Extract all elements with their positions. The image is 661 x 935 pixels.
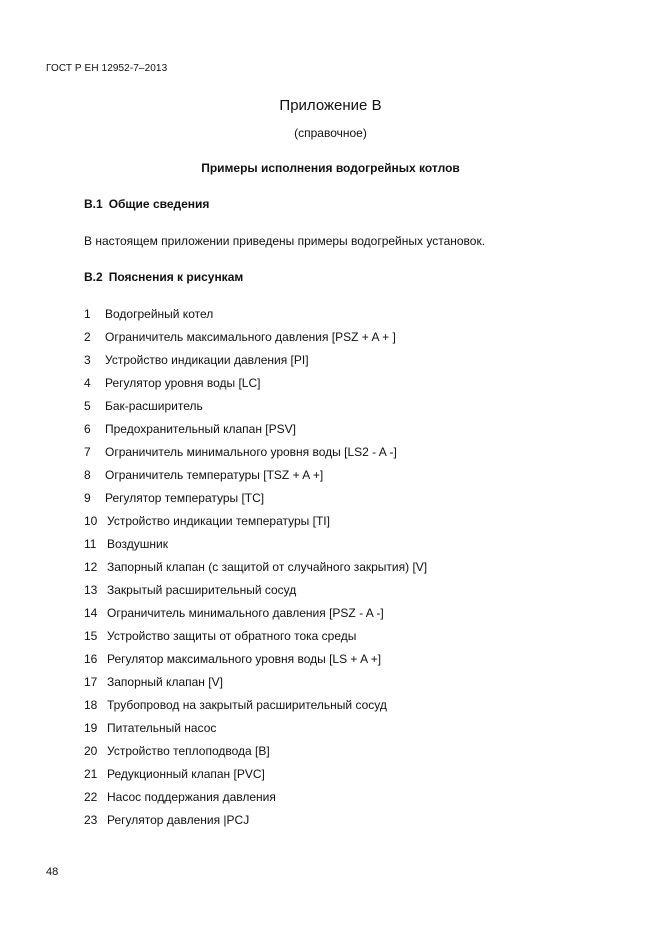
legend-item-text: Регулятор максимального уровня воды [LS + A +] [107, 652, 382, 666]
legend-item [84, 329, 427, 352]
legend-item-text: Запорный клапан [V] [107, 675, 223, 689]
legend-item-number: 2 [84, 330, 91, 344]
legend-item-text: Трубопровод на закрытый расширительный сосуд [107, 698, 387, 712]
legend-item-number: 7 [84, 445, 91, 459]
legend-item-number: 17 [84, 675, 98, 689]
legend-item-number: 22 [84, 790, 98, 804]
legend-item [84, 628, 427, 651]
legend-item-text: Устройство защиты от обратного тока среды [107, 629, 357, 643]
legend-item [84, 490, 427, 513]
legend-item [84, 766, 427, 789]
legend-item-number: 21 [84, 767, 98, 781]
legend-item-number: 8 [84, 468, 91, 482]
legend-item [84, 674, 427, 697]
legend-item-text: Регулятор давления |PCJ [107, 813, 250, 827]
page-number: 48 [46, 866, 59, 878]
legend-item-text: Устройство индикации температуры [TI] [107, 514, 330, 528]
legend-item-text: Редукционный клапан [PVC] [107, 767, 265, 781]
legend-item-text: Запорный клапан (с защитой от случайного закрытия) [V] [107, 560, 428, 574]
legend-item-text: Водогрейный котел [105, 307, 214, 321]
legend-list [84, 306, 427, 835]
legend-item-number: 20 [84, 744, 98, 758]
legend-item-text: Ограничитель минимального уровня воды [LS2 - A -] [105, 445, 397, 459]
legend-item [84, 398, 427, 421]
section-number: В.1 [84, 197, 103, 211]
legend-item-number: 9 [84, 491, 91, 505]
legend-item [84, 375, 427, 398]
legend-item-text: Устройство теплоподвода [B] [107, 744, 270, 758]
legend-item-number: 14 [84, 606, 98, 620]
section-heading-figure-notes [84, 270, 243, 284]
legend-item-number: 6 [84, 422, 91, 436]
legend-item-number: 13 [84, 583, 98, 597]
section-heading-general [84, 197, 209, 211]
legend-item-text: Воздушник [107, 537, 168, 551]
legend-item [84, 352, 427, 375]
legend-item [84, 789, 427, 812]
legend-item [84, 444, 427, 467]
legend-item [84, 467, 427, 490]
legend-item [84, 720, 427, 743]
legend-item [84, 743, 427, 766]
legend-item-text: Регулятор уровня воды [LC] [105, 376, 261, 390]
legend-item-number: 1 [84, 307, 91, 321]
legend-item [84, 536, 427, 559]
appendix-title: Приложение В [279, 97, 382, 114]
section-title: Пояснения к рисункам [108, 270, 244, 284]
legend-item-number: 5 [84, 399, 91, 413]
legend-item-number: 11 [84, 537, 97, 551]
section-body-text: В настоящем приложении приведены примеры водогрейных установок. [84, 234, 486, 248]
legend-item [84, 605, 427, 628]
legend-item [84, 582, 427, 605]
legend-item [84, 697, 427, 720]
legend-item-text: Предохранительный клапан [PSV] [105, 422, 296, 436]
appendix-heading: Примеры исполнения водогрейных котлов [201, 161, 460, 175]
legend-item-text: Устройство индикации давления [PI] [105, 353, 309, 367]
legend-item [84, 513, 427, 536]
legend-item-number: 23 [84, 813, 98, 827]
document-code: ГОСТ Р ЕН 12952-7–2013 [46, 63, 168, 74]
legend-item-text: Насос поддержания давления [107, 790, 276, 804]
section-title: Общие сведения [108, 197, 210, 211]
legend-item-text: Регулятор температуры [TC] [105, 491, 265, 505]
section-number: В.2 [84, 270, 103, 284]
legend-item-number: 12 [84, 560, 98, 574]
legend-item-number: 3 [84, 353, 91, 367]
legend-item-number: 19 [84, 721, 98, 735]
legend-item-text: Питательный насос [107, 721, 217, 735]
legend-item [84, 651, 427, 674]
legend-item-number: 18 [84, 698, 98, 712]
legend-item-number: 4 [84, 376, 91, 390]
legend-item-text: Бак-расширитель [105, 399, 203, 413]
legend-item [84, 812, 427, 835]
legend-item-text: Закрытый расширительный сосуд [107, 583, 297, 597]
legend-item-text: Ограничитель температуры [TSZ + A +] [105, 468, 324, 482]
appendix-subtitle: (справочное) [294, 126, 367, 140]
legend-item-number: 16 [84, 652, 98, 666]
legend-item-number: 15 [84, 629, 98, 643]
legend-item [84, 306, 427, 329]
legend-item-text: Ограничитель минимального давления [PSZ - A -] [107, 606, 384, 620]
legend-item-text: Ограничитель максимального давления [PSZ + A + ] [105, 330, 396, 344]
legend-item-number: 10 [84, 514, 98, 528]
legend-item [84, 559, 427, 582]
legend-item [84, 421, 427, 444]
